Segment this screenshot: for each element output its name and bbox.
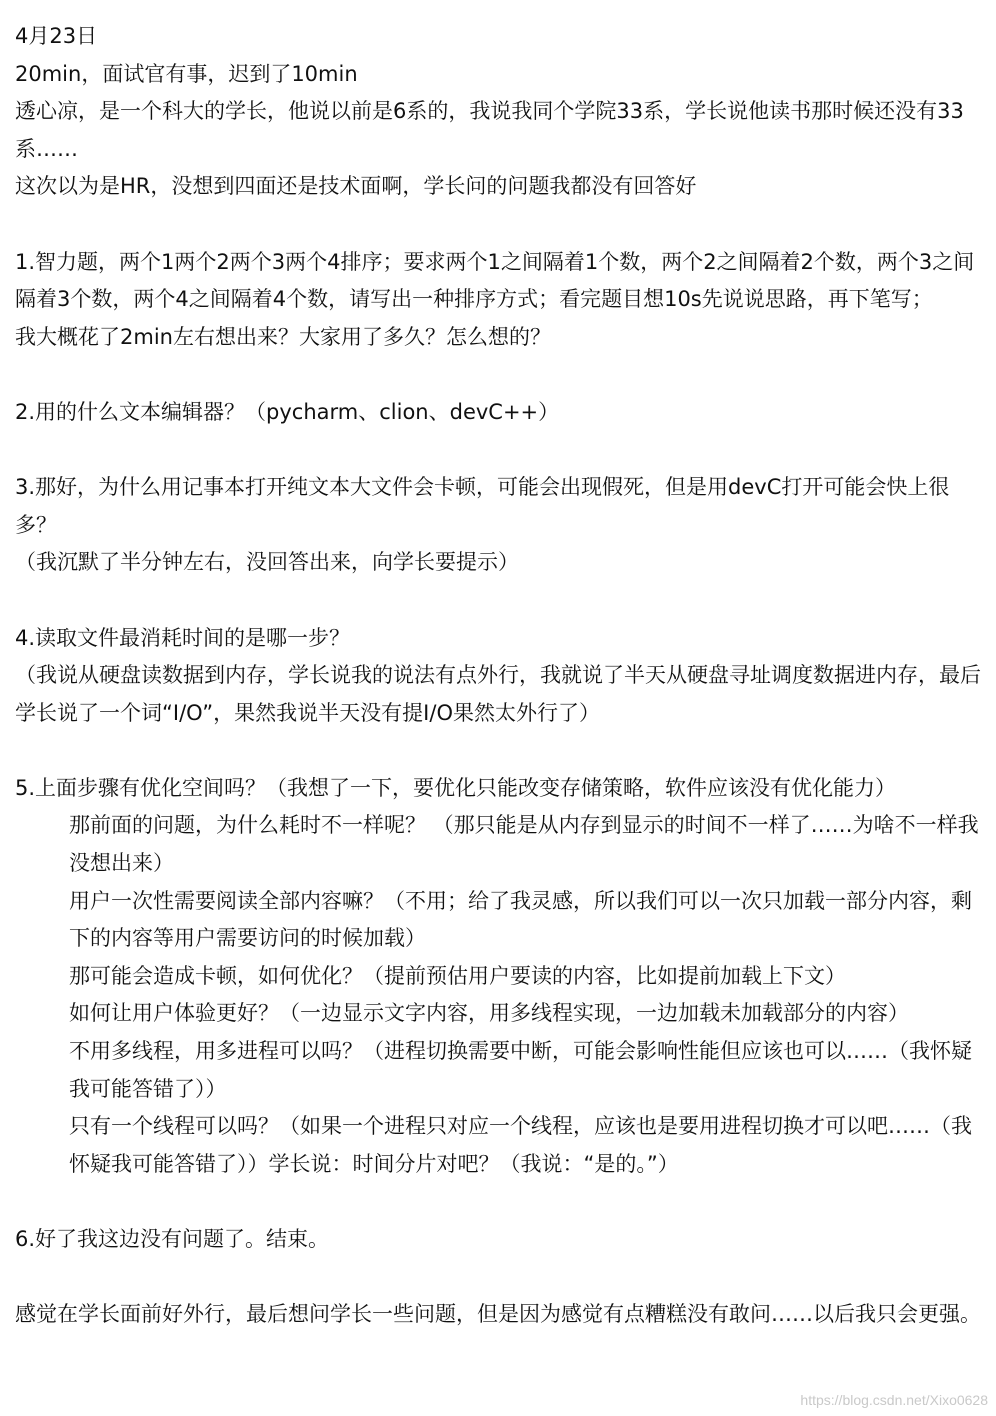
question-4-answer: （我说从硬盘读数据到内存，学长说我的说法有点外行，我就说了半天从硬盘寻址调度数据进内存，最后学长说了一个词“I/O”，果然我说半天没有提I/O果然太外行了） (15, 663, 981, 725)
followup-1: 那前面的问题，为什么耗时不一样呢？ （那只能是从内存到显示的时间不一样了……为啥不一样我没想出来） (69, 813, 979, 876)
question-4: 4.读取文件最消耗时间的是哪一步？ (15, 625, 351, 650)
spacer (15, 1183, 983, 1221)
followup-6: 只有一个线程可以吗？（如果一个进程只对应一个线程，应该也是要用进程切换才可以吧……（我怀疑我可能答错了））学长说：时间分片对吧？（我说：“是的。”） (69, 1114, 972, 1176)
followup-3: 那可能会造成卡顿，如何优化？（提前预估用户要读的内容，比如提前加载上下文） (69, 963, 846, 988)
question-5: 5.上面步骤有优化空间吗？（我想了一下，要优化只能改变存储策略，软件应该没有优化能力） (15, 775, 897, 800)
watermark-url: https://blog.csdn.net/Xixo0628 (800, 1392, 988, 1408)
followup-2: 用户一次性需要阅读全部内容嘛？（不用；给了我灵感，所以我们可以一次只加载一部分内容，剩下的内容等用户需要访问的时候加载） (69, 888, 972, 951)
question-6: 6.好了我这边没有问题了。结束。 (15, 1227, 330, 1251)
spacer (15, 732, 983, 770)
document-body (15, 18, 983, 1334)
spacer (15, 1259, 983, 1297)
question-2: 2.用的什么文本编辑器？（pycharm、clion、devC++） (15, 399, 560, 424)
spacer (15, 356, 983, 394)
question-1-reflection: 我大概花了2min左右想出来？大家用了多久？怎么想的？ (15, 324, 551, 349)
question-3-answer: （我沉默了半分钟左右，没回答出来，向学长要提示） (15, 550, 519, 575)
followup-5: 不用多线程，用多进程可以吗？（进程切换需要中断，可能会影响性能但应该也可以……（我怀疑我可能答错了）） (69, 1039, 972, 1101)
spacer (15, 432, 983, 470)
question-1: 1.智力题，两个1两个2两个3两个4排序；要求两个1之间隔着1个数，两个2之间隔着2个数，两个3之间隔着3个数，两个4之间隔着4个数，请写出一种排序方式；看完题目想10s先说说思路，再下笔写； (15, 249, 975, 312)
paragraph-expectation: 这次以为是HR，没想到四面还是技术面啊，学长问的问题我都没有回答好 (15, 174, 697, 199)
spacer (15, 206, 983, 244)
closing-thoughts: 感觉在学长面前好外行，最后想问学长一些问题，但是因为感觉有点糟糕没有敢问……以后我只会更强。 (15, 1302, 981, 1327)
paragraph-delay: 20min，面试官有事，迟到了10min (15, 61, 358, 86)
paragraph-interviewer: 透心凉，是一个科大的学长，他说以前是6系的，我说我同个学院33系，学长说他读书那时候还没有33系…… (15, 99, 964, 161)
spacer (15, 582, 983, 620)
followup-4: 如何让用户体验更好？（一边显示文字内容，用多线程实现，一边加载未加载部分的内容） (69, 1001, 909, 1026)
question-3: 3.那好，为什么用记事本打开纯文本大文件会卡顿，可能会出现假死，但是用devC打开可能会快上很多？ (15, 475, 950, 537)
date-line: 4月23日 (15, 24, 98, 48)
